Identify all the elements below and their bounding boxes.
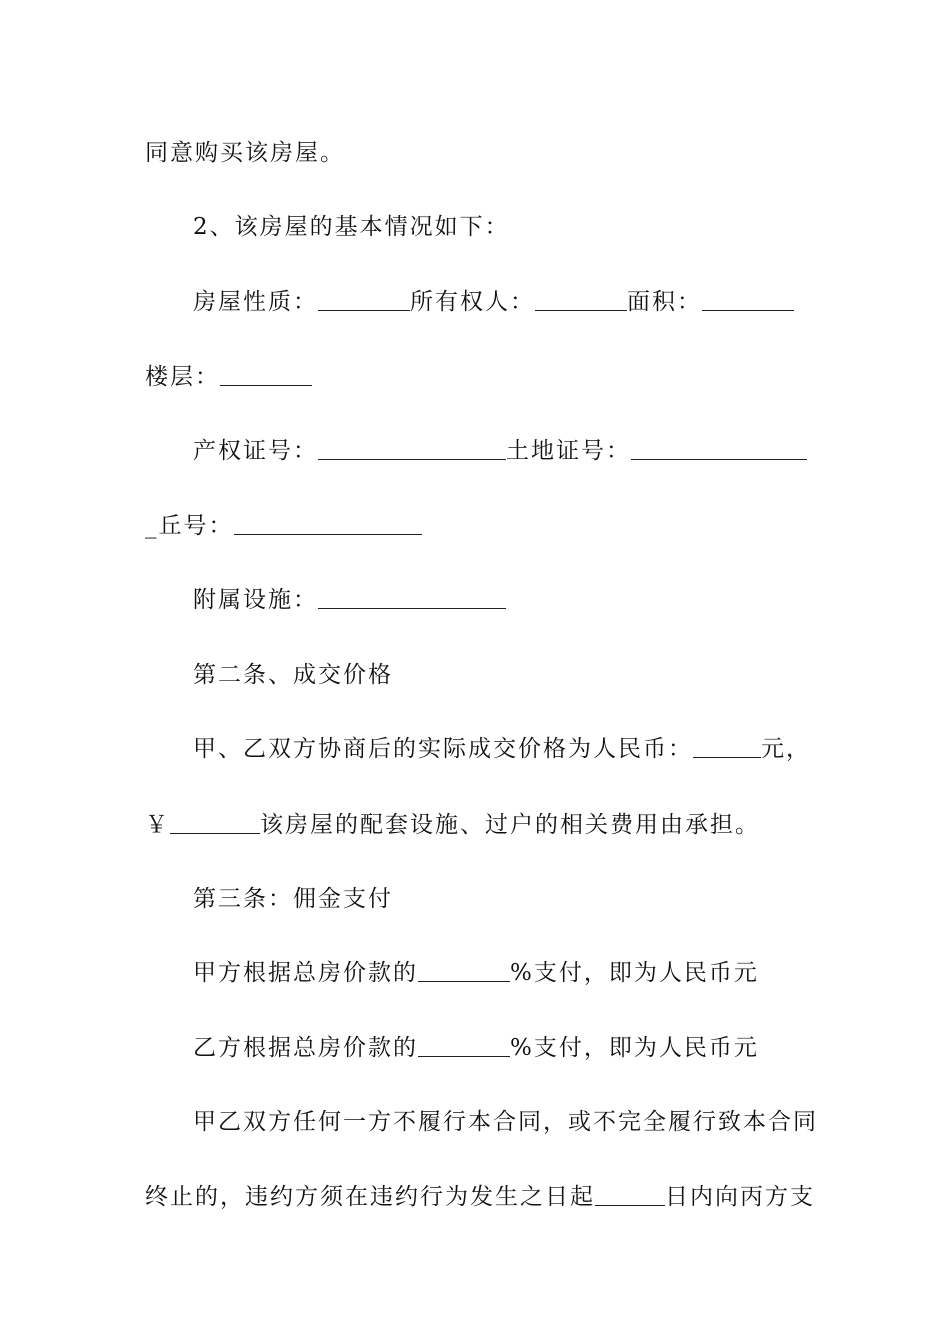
blank-field xyxy=(318,437,506,460)
blank-field xyxy=(702,288,794,311)
text-line xyxy=(193,585,506,615)
text-line xyxy=(145,511,422,541)
breach-days-text: 日内向丙方支 xyxy=(665,1184,815,1210)
label-land-cert: 土地证号： xyxy=(506,438,631,464)
commission-party-a: 甲方根据总房价款的 xyxy=(193,960,418,986)
text-line xyxy=(193,1033,759,1063)
text-line xyxy=(145,810,760,840)
text-line xyxy=(193,958,759,988)
blank-field xyxy=(220,363,312,386)
breach-text: 终止的，违约方须在违约行为发生之日起 xyxy=(145,1184,595,1210)
label-floor: 楼层： xyxy=(145,364,220,390)
blank-field xyxy=(318,586,506,609)
blank-field xyxy=(170,811,260,834)
price-label: 甲、乙双方协商后的实际成交价格为人民币： xyxy=(193,736,693,762)
section-heading: 第三条：佣金支付 xyxy=(193,886,393,912)
blank-field xyxy=(693,735,761,758)
label-area: 面积： xyxy=(627,289,702,315)
section-heading: 第二条、成交价格 xyxy=(193,662,393,688)
commission-rate-b: %支付，即为人民币元 xyxy=(510,1035,759,1061)
blank-field xyxy=(234,512,422,535)
price-unit: 元， xyxy=(761,736,811,762)
label-facilities: 附属设施： xyxy=(193,587,318,613)
blank-field xyxy=(595,1183,665,1206)
underscore-prefix: _ xyxy=(145,513,159,539)
text-line xyxy=(145,362,312,392)
text-line: 甲乙双方任何一方不履行本合同，或不完全履行致本合同 xyxy=(193,1109,818,1135)
section-heading: 2、该房屋的基本情况如下： xyxy=(193,214,510,240)
blank-field xyxy=(418,1034,510,1057)
text-line xyxy=(193,734,811,764)
blank-field xyxy=(418,959,510,982)
text-line: 同意购买该房屋。 xyxy=(145,140,345,166)
blank-field xyxy=(535,288,627,311)
fees-text: 该房屋的配套设施、过户的相关费用由承担。 xyxy=(260,812,760,838)
commission-party-b: 乙方根据总房价款的 xyxy=(193,1035,418,1061)
text-line xyxy=(193,436,807,466)
text-line xyxy=(193,287,794,317)
commission-rate-a: %支付，即为人民币元 xyxy=(510,960,759,986)
label-house-nature: 房屋性质： xyxy=(193,289,318,315)
blank-field xyxy=(631,437,807,460)
label-lot-number: 丘号： xyxy=(158,513,234,539)
text-line xyxy=(145,1182,815,1212)
label-owner: 所有权人： xyxy=(410,289,535,315)
label-property-cert: 产权证号： xyxy=(193,438,318,464)
yuan-sign: ￥ xyxy=(145,812,170,838)
blank-field xyxy=(318,288,410,311)
